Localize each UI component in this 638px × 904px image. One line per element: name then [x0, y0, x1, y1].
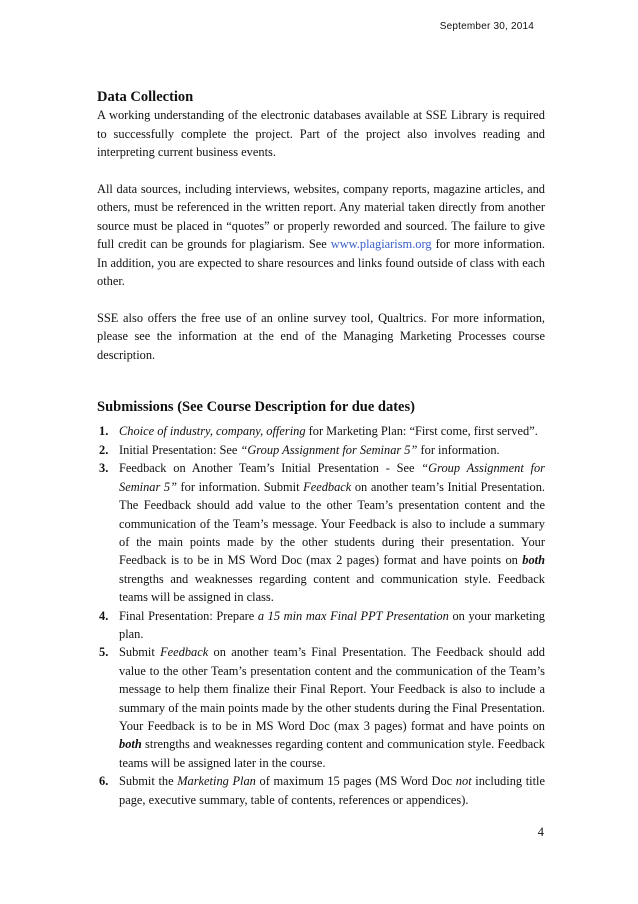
item-italic: Marketing Plan: [177, 774, 256, 789]
list-item: [99, 643, 545, 772]
data-collection-paragraph-3: SSE also offers the free use of an online survey tool, Qualtrics. For more information, please see the information at the end of the Managing Marketing Processes course description.: [97, 310, 545, 362]
item-text: on another team’s Initial Presentation. The Feedback should add value to the other Team’s presentation content and the communication of the Team’s message. Your Feedback is also to include a summary of the main points made by the other students during their presentation. Your Feedback is to be in MS Word Doc (max 2 pages) format and have points on: [119, 479, 545, 568]
item-italic: Feedback: [303, 479, 352, 494]
list-item: [99, 772, 545, 809]
item-text: strengths and weaknesses regarding content and communication style. Feedback teams will be assigned in class.: [119, 571, 545, 605]
item-text: of maximum 15 pages (MS Word Doc: [255, 774, 456, 789]
data-collection-heading: Data Collection: [97, 89, 194, 105]
item-italic: “Group Assignment for Seminar 5”: [240, 442, 418, 457]
data-collection-paragraph-2: [97, 180, 545, 290]
plagiarism-link[interactable]: www.plagiarism.org: [330, 237, 432, 252]
item-text: including title page, executive summary, table of contents, references or appendices).: [119, 774, 545, 807]
list-item: [99, 441, 545, 459]
list-item-number: 3.: [99, 461, 109, 476]
header-date: September 30, 2014: [439, 21, 534, 32]
item-italic: not: [455, 774, 472, 789]
page-number: 4: [537, 825, 544, 839]
submissions-heading: Submissions (See Course Description for due dates): [97, 399, 415, 416]
list-item-number: 2.: [99, 442, 109, 457]
item-text: Initial Presentation: See: [119, 442, 241, 457]
list-item-number: 4.: [99, 608, 109, 623]
item-italic: Feedback: [160, 645, 209, 660]
item-text: Submit: [119, 645, 161, 660]
list-item: [99, 459, 545, 606]
list-item: [99, 607, 545, 644]
paragraph-2-text-b: for more information. In addition, you are expected to share resources and links found outside of class with each other.: [97, 237, 546, 289]
item-text: for information.: [417, 442, 500, 457]
item-bold-italic: both: [522, 553, 545, 568]
item-text: Submit the: [119, 774, 178, 789]
item-italic: a 15 min max Final PPT Presentation: [257, 608, 449, 623]
item-text: on another team’s Final Presentation. The Feedback should add value to the other Team’s presentation content and the communication of the Team’s message to help them finalize their Final Report. Your Feedback is also to include a summary of the main points made by the other students during the Final Presentation. Your Feedback is to be in MS Word Doc (max 3 pages) format and have points on: [119, 645, 545, 733]
item-text: Feedback on Another Team’s Initial Presentation - See: [119, 461, 422, 476]
item-text: for information. Submit: [176, 479, 304, 494]
document-body: [97, 88, 545, 809]
list-item-number: 1.: [99, 424, 109, 439]
item-text: strengths and weaknesses regarding content and communication style. Feedback teams will be assigned later in the course.: [119, 737, 545, 770]
item-italic: “Group Assignment for Seminar 5”: [119, 461, 545, 494]
data-collection-paragraph-1: A working understanding of the electronic databases available at SSE Library is required to successfully complete the project. Part of the project also involves reading and interpreting current business events.: [97, 108, 545, 160]
item-text: on your marketing plan.: [119, 608, 545, 641]
list-item: [99, 422, 545, 440]
item-italic: Choice of industry, company, offering: [119, 424, 306, 439]
paragraph-2-text-a: All data sources, including interviews, websites, company reports, magazine articles, and others, must be referenced in the written report. Any material taken directly from another source must be placed in “quotes” or properly reworded and sourced. The failure to give full credit can be grounds for plagiarism. See: [97, 182, 545, 252]
item-bold-italic: both: [119, 737, 142, 752]
list-item-number: 6.: [99, 774, 109, 789]
submissions-list: [97, 422, 545, 809]
list-item-number: 5.: [99, 645, 109, 660]
item-text: for Marketing Plan: “First come, first served”.: [305, 424, 538, 439]
item-text: Final Presentation: Prepare: [119, 608, 258, 623]
